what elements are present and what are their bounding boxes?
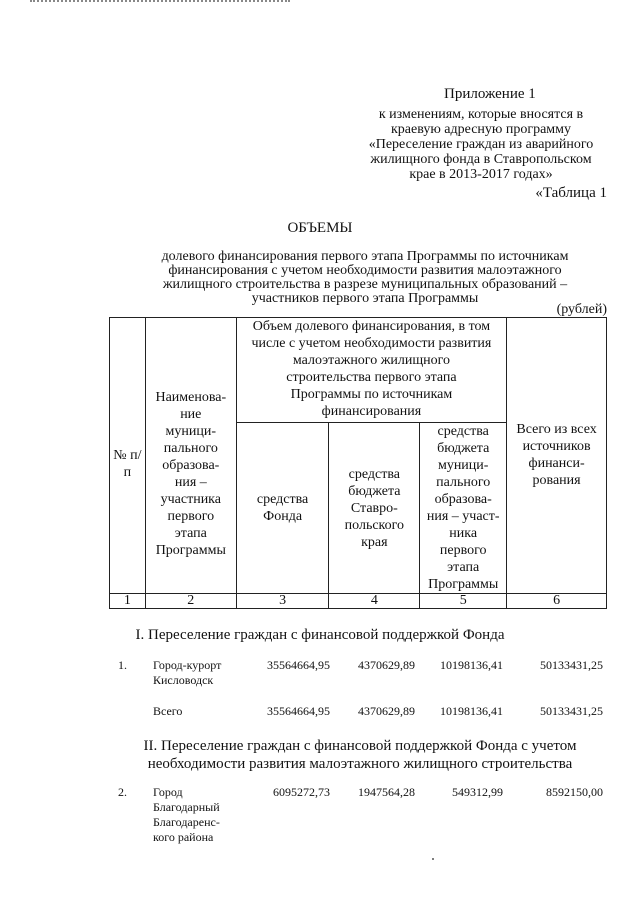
name-line: Благодарный bbox=[153, 800, 220, 814]
col-region-budget-header bbox=[329, 423, 420, 594]
name-line: Благодаренс- bbox=[153, 815, 220, 829]
header-line: Ставро- bbox=[350, 500, 398, 516]
table-reference: «Таблица 1 bbox=[535, 185, 607, 201]
appendix-label: Приложение 1 bbox=[444, 86, 536, 102]
subtitle-line: «Переселение граждан из аварийного bbox=[368, 137, 594, 152]
header-line: источников bbox=[522, 439, 591, 454]
total-value: 50133431,25 bbox=[540, 658, 603, 672]
column-index: 1 bbox=[110, 594, 146, 609]
row-number: 1. bbox=[118, 658, 127, 672]
header-line: пального bbox=[436, 475, 491, 490]
currency-unit: (рублей) bbox=[556, 302, 607, 317]
header-line: образова- bbox=[434, 492, 492, 507]
header-line: этапа bbox=[447, 560, 480, 575]
title-line: финансирования с учетом необходимости развития малоэтажного bbox=[168, 263, 562, 278]
header-line: бюджета bbox=[437, 441, 490, 456]
financing-table-header bbox=[109, 317, 607, 609]
fund-value: 6095272,73 bbox=[273, 785, 330, 799]
header-line: финанси- bbox=[528, 456, 585, 471]
header-line: ния – участ- bbox=[426, 509, 500, 524]
header-line: этапа bbox=[174, 525, 207, 541]
header-line: образова- bbox=[162, 457, 220, 473]
header-line: Программы bbox=[155, 542, 226, 558]
document-subtitle bbox=[130, 250, 600, 306]
document-title: ОБЪЕМЫ bbox=[287, 220, 353, 236]
region-budget-value: 4370629,89 bbox=[358, 658, 415, 672]
header-line: Фонда bbox=[263, 509, 303, 524]
column-index: 5 bbox=[420, 594, 507, 609]
header-line: Всего из всех bbox=[516, 422, 597, 437]
header-line: первого bbox=[439, 543, 487, 558]
header-line: Программы по источникам bbox=[290, 387, 453, 402]
header-line: малоэтажного жилищного bbox=[292, 353, 451, 368]
section-title: I. Переселение граждан с финансовой поддержкой Фонда bbox=[135, 627, 505, 643]
header-line: края bbox=[361, 534, 388, 550]
scan-speck bbox=[432, 858, 434, 860]
subtitle-line: крае в 2013-2017 годах» bbox=[409, 167, 553, 182]
column-index: 4 bbox=[329, 594, 420, 609]
title-line: долевого финансирования первого этапа Программы по источникам bbox=[161, 249, 569, 264]
section-title-line: необходимости развития малоэтажного жилищного строительства bbox=[147, 756, 573, 772]
column-index: 2 bbox=[145, 594, 236, 609]
col-number-header: № п/п bbox=[110, 318, 146, 594]
subtitle-line: жилищного фонда в Ставропольском bbox=[370, 152, 592, 167]
header-line: Наименова- bbox=[155, 389, 227, 405]
municipal-budget-value: 10198136,41 bbox=[440, 658, 503, 672]
header-line: рования bbox=[532, 473, 581, 488]
col-municipal-budget-header bbox=[420, 423, 507, 594]
total-value: 8592150,00 bbox=[546, 785, 603, 799]
header-line: средства bbox=[437, 424, 489, 439]
col-municipality-header bbox=[145, 318, 236, 594]
financing-group-header bbox=[236, 318, 506, 423]
header-line: ние bbox=[180, 406, 202, 422]
name-line: кого района bbox=[153, 830, 214, 844]
name-line: Кисловодск bbox=[153, 673, 214, 687]
header-line: муници- bbox=[437, 458, 489, 473]
municipality-name bbox=[153, 658, 248, 688]
header-line: участника bbox=[160, 491, 221, 507]
municipal-budget-value: 549312,99 bbox=[452, 785, 503, 799]
header-line: Объем долевого финансирования, в том bbox=[252, 319, 491, 334]
header-line: средства bbox=[256, 492, 309, 507]
header-line: ния – bbox=[174, 474, 207, 490]
name-line: Город bbox=[153, 785, 183, 799]
title-line: участников первого этапа Программы bbox=[251, 291, 479, 306]
subtitle-line: к изменениям, которые вносятся в bbox=[378, 107, 584, 122]
header-line: первого bbox=[167, 508, 215, 524]
section-title-line: II. Переселение граждан с финансовой поддержкой Фонда с учетом bbox=[143, 738, 577, 754]
municipality-name bbox=[153, 785, 248, 845]
name-line: Город-курорт bbox=[153, 658, 222, 672]
header-line: ника bbox=[449, 526, 478, 541]
municipal-budget-value: 10198136,41 bbox=[440, 704, 503, 718]
header-line: Программы bbox=[428, 577, 499, 592]
col-total-header bbox=[507, 318, 607, 594]
region-budget-value: 1947564,28 bbox=[358, 785, 415, 799]
col-fund-header bbox=[236, 423, 329, 594]
municipality-name: Всего bbox=[153, 704, 183, 718]
column-index: 6 bbox=[507, 594, 607, 609]
column-index: 3 bbox=[236, 594, 329, 609]
header-line: польского bbox=[344, 517, 405, 533]
header-line: числе с учетом необходимости развития bbox=[251, 336, 492, 351]
header-line: муници- bbox=[165, 423, 217, 439]
region-budget-value: 4370629,89 bbox=[358, 704, 415, 718]
header-line: пального bbox=[163, 440, 218, 456]
fund-value: 35564664,95 bbox=[267, 658, 330, 672]
row-number: 2. bbox=[118, 785, 127, 799]
header-line: строительства первого этапа bbox=[286, 370, 457, 385]
total-value: 50133431,25 bbox=[540, 704, 603, 718]
header-line: средства bbox=[348, 466, 401, 482]
header-line: финансирования bbox=[321, 404, 422, 419]
section-title bbox=[125, 737, 595, 773]
header-line: бюджета bbox=[348, 483, 401, 499]
title-line: жилищного строительства в разрезе муниципальных образований – bbox=[162, 277, 568, 292]
fund-value: 35564664,95 bbox=[267, 704, 330, 718]
subtitle-line: краевую адресную программу bbox=[390, 122, 572, 137]
scan-artifact bbox=[30, 0, 290, 6]
appendix-subtitle bbox=[352, 107, 610, 182]
